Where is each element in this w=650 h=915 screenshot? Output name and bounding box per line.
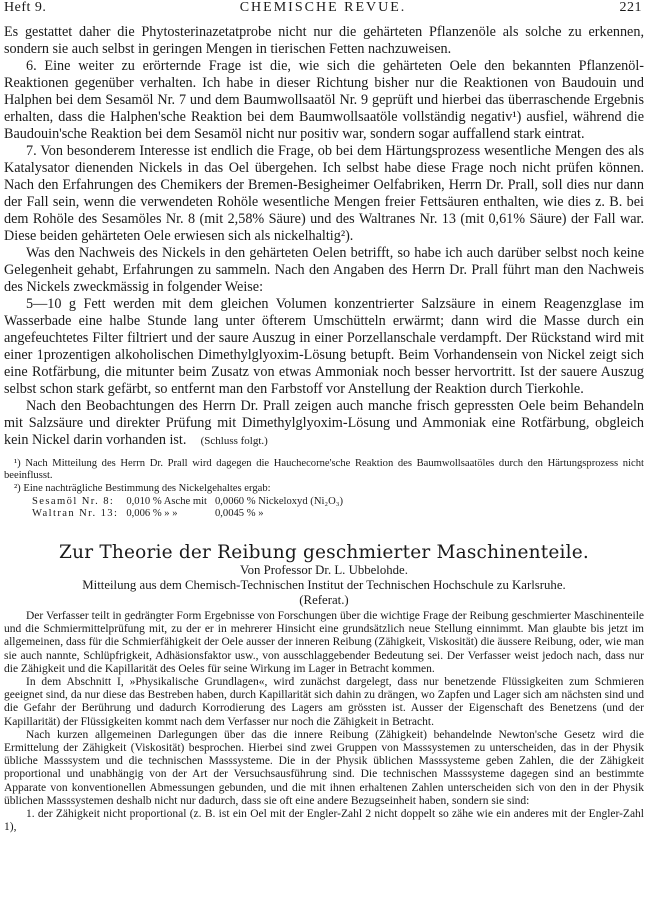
article-paragraph: In dem Abschnitt I, »Physikalische Grundlagen«, wird zunächst dargelegt, dass nur benetzende Flüssigkeiten zum Schmieren geeignet sind, da nur diese das Bestreben haben, durch Kapillarität sich dahin zu drängen, wo Zapfen und Lager sich am nächsten sind und die Gefahr der Berührung und dadurch Korrodierung des Lagers am grössten ist. Ausser der Eigenschaft des Benetzens (und der Kapillarität) der Flüssigkeiten kommt nach dem Verfasser nur noch die Zähigkeit in Betracht.: [4, 676, 644, 728]
table-cell: 0,0060 % Nickeloxyd (Ni₂O₃): [214, 496, 343, 507]
article-author: Von Professor Dr. L. Ubbelohde.: [240, 563, 408, 577]
table-cell: Waltran Nr. 13:: [32, 508, 119, 519]
paragraph-last: [4, 398, 644, 450]
paragraph: 7. Von besonderem Interesse ist endlich die Frage, ob bei dem Härtungsprozess wesentliche Mengen des als Katalysator dienenden Nickels in das Oel übergehen. Ich selbst habe diese Frage noch nicht prüfen können. Nach den Erfahrungen des Chemikers der Bremen-Besigheimer Oelfabriken, Herrn Dr. Prall, soll dies nur dann der Fall sein, wenn die verwendeten Rohöle wesentliche Mengen freier Fettsäuren enthalten, wie dies z. B. bei dem Rohöle des Sesamöles Nr. 8 (mit 2,58% Säure) und des Waltranes Nr. 13 (mit 0,61% Säure) der Fall war. Diese beiden gehärteten Oele erwiesen sich als nickelhaltig²).: [4, 143, 644, 244]
article-title: Zur Theorie der Reibung geschmierter Maschinenteile.: [59, 542, 589, 563]
nickel-table: [32, 496, 351, 520]
page-number: 221: [619, 0, 642, 15]
paragraph: 5—10 g Fett werden mit dem gleichen Volumen konzentrierter Salzsäure in einem Reagenzglase im Wasserbade eine halbe Stunde lang unter öfterem Umschütteln erwärmt; dann wird die Masse durch ein angefeuchtetes Filter filtriert und der saure Auszug in einer Porzellanschale verdampft. Der Rückstand wird mit einer 1prozentigen alkoholischen Dimethylglyoxim-Lösung betupft. Beim Vorhandensein von Nickel zeigt sich eine Rotfärbung, die mitunter beim Zusatz von etwas Ammoniak noch besser hervortritt. Ist der sauere Auszug selbst schon stark gefärbt, so entfernt man den Farbstoff vor Anstellung der Reaktion durch Tierkohle.: [4, 296, 644, 397]
table-cell: 0,006 % » »: [126, 508, 178, 519]
issue-label: Heft 9.: [4, 0, 47, 15]
journal-title: CHEMISCHE REVUE.: [239, 0, 407, 15]
page-body: [4, 24, 644, 834]
article-paragraph: 1. der Zähigkeit nicht proportional (z. B. ist ein Oel mit der Engler-Zahl 2 nicht doppelt so zähe wie ein anderes mit der Engler-Zahl 1),: [4, 808, 644, 834]
paragraph-text: Nach den Beobachtungen des Herrn Dr. Prall zeigen auch manche frisch gepressten Oele beim Behandeln mit Salzsäure und direkter Prüfung mit Dimethylglyoxim-Lösung und Ammoniak eine Rotfärbung, obgleich kein Nickel darin vorhanden ist.: [4, 398, 644, 448]
article-paragraph: Nach kurzen allgemeinen Darlegungen über das die innere Reibung (Zähigkeit) behandelnde Newton'sche Gesetz wird die Ermittelung der Zähigkeit (Viskosität) besprochen. Hierbei sind zwei Gruppen von Masssystemen zu unterscheiden, das in der Physik übliche Masssystem und die technischen Masssysteme. Die in der Physik üblichen Masssysteme geben Zahlen, die der Zähigkeit proportional und unabhängig von der Art der Versuchsausführung sind. Die technischen Masssysteme dagegen sind an bestimmte Apparate von konventionellen Abmessungen gebunden, und die mit ihnen erhaltenen Zahlen unterscheiden sich von den in der Physik üblichen Masssystemen deshalb nicht nur dadurch, dass sie oft eine andere Bezugseinheit haben, sondern sie sind:: [4, 728, 644, 807]
table-cell: 0,0045 % »: [214, 508, 264, 519]
article-paragraph: Der Verfasser teilt in gedrängter Form Ergebnisse von Forschungen über die wichtige Frage der Reibung geschmierter Maschinenteile und die Schmiermittelprüfung mit, zu der er in mehrerer Hinsicht eine grundsätzlich neue Stellung einnimmt. Man glaubte bis jetzt im allgemeinen, dass für die Schmierfähigkeit der Oele ausser der inneren Reibung (Zähigkeit, Viskosität) die äussere Reibung, oder, wie man sie auch nannte, Schlüpfrigkeit, Adhäsionsfaktor usw., von ausschlaggebender Bedeutung sei. Der Verfasser weist jedoch nach, dass nur die Zähigkeit und die Kapillarität des Oeles für seine Wirkung im Lager in Betracht kommen.: [4, 610, 644, 675]
article-kind: (Referat.): [299, 593, 349, 607]
table-cell: 0,010 % Asche mit: [126, 496, 207, 507]
footnote-2: ²) Eine nachträgliche Bestimmung des Nickelgehaltes ergab:: [14, 483, 271, 494]
paragraph: Es gestattet daher die Phytosterinazetatprobe nicht nur die gehärteten Pflanzenöle als solche zu erkennen, sondern sie auch selbst in geringen Mengen in tierischen Fetten nachzuweisen.: [4, 24, 644, 57]
table-cell: Sesamöl Nr. 8:: [32, 496, 115, 507]
paragraph: Was den Nachweis des Nickels in den gehärteten Oelen betrifft, so habe ich auch darüber selbst noch keine Gelegenheit gehabt, Erfahrungen zu sammeln. Nach den Angaben des Herrn Dr. Prall führt man den Nachweis des Nickels zweckmässig in folgender Weise:: [4, 245, 644, 295]
table-row: [32, 496, 351, 508]
paragraph: 6. Eine weiter zu erörternde Frage ist die, wie sich die gehärteten Oele den bekannten Pflanzenöl-Reaktionen gegenüber verhalten. Ich habe in dieser Richtung bisher nur die Reaktionen von Baudouin und Halphen bei dem Sesamöl Nr. 7 und dem Baumwollsaatöl Nr. 9 geprüft und hierbei das überraschende Ergebnis erhalten, dass die Halphen'sche Reaktion bei dem Baumwollsaatöle vollständig negativ¹) ausfiel, während die Baudouin'sche Reaktion bei dem Sesamöl nicht nur positiv war, sondern sogar auffallend stark eintrat.: [4, 58, 644, 142]
continued-note: (Schluss folgt.): [200, 435, 268, 447]
page-header: [4, 0, 642, 18]
article-institution: Mitteilung aus dem Chemisch-Technischen Institut der Technischen Hochschule zu Karlsruhe.: [82, 578, 566, 592]
footnote-1: ¹) Nach Mitteilung des Herrn Dr. Prall wird dagegen die Hauchecorne'sche Reaktion des Baumwollsaatöles durch den Härtungsprozess nicht beeinflusst.: [4, 458, 644, 481]
table-row: [32, 508, 351, 520]
footnotes: [4, 458, 644, 520]
